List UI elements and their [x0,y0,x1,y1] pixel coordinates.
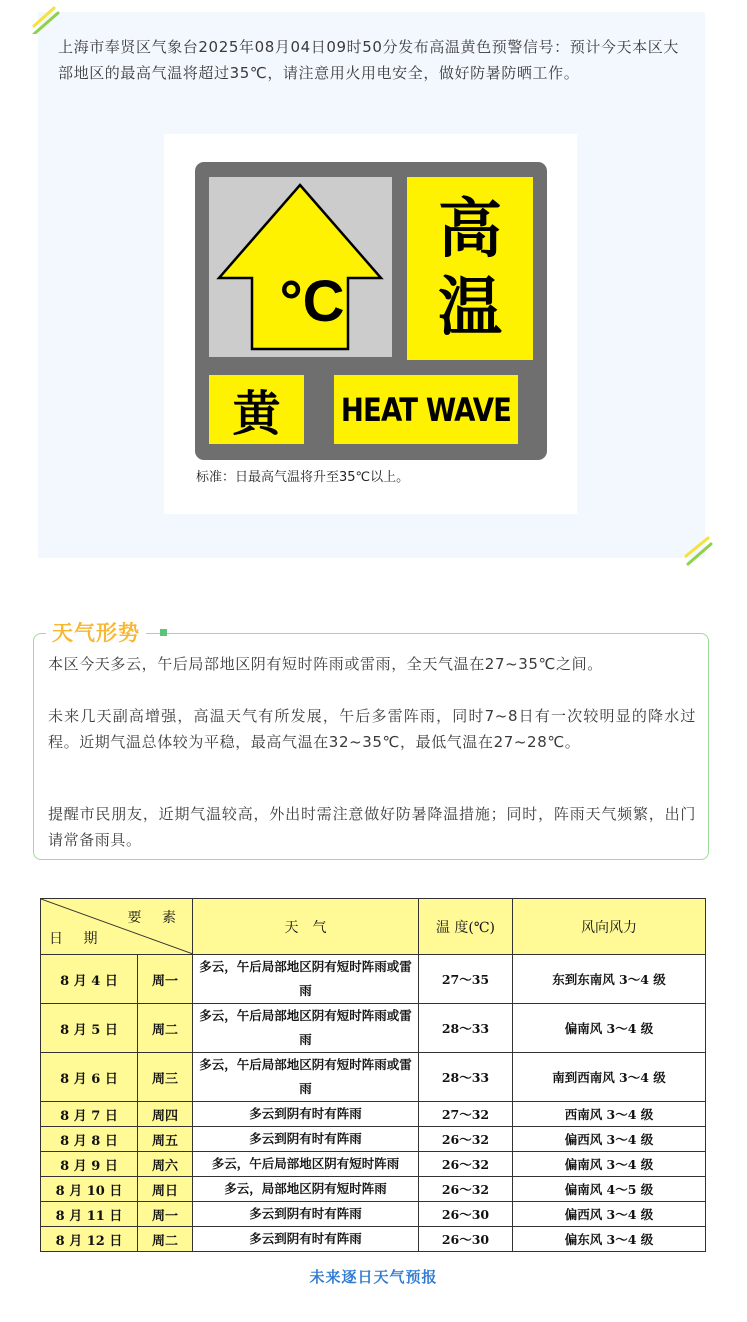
table-row [41,1127,706,1152]
row-wind: 偏南风 3～4 级 [513,1152,706,1177]
alert-card [38,12,705,558]
row-wind: 偏南风 4～5 级 [513,1177,706,1202]
row-temperature: 27～32 [419,1102,513,1127]
forecast-paragraph-3: 提醒市民朋友，近期气温较高，外出时需注意做好防暑降温措施；同时，阵雨天气频繁，出门请常备雨具。 [48,805,696,849]
row-weekday: 周三 [138,1053,193,1102]
row-weather: 多云，午后局部地区阴有短时阵雨或雷雨 [193,1004,419,1053]
row-temperature: 27～35 [419,955,513,1004]
row-temperature: 28～33 [419,1053,513,1102]
row-wind: 东到东南风 3～4 级 [513,955,706,1004]
row-date: 8 月 8 日 [41,1127,138,1152]
signal-name [407,177,533,360]
row-weekday: 周日 [138,1177,193,1202]
row-date: 8 月 11 日 [41,1202,138,1227]
signal-color-label: 黄 [209,375,304,444]
table-row [41,1004,706,1053]
corner-decoration-top-left-icon [30,4,60,34]
row-weekday: 周二 [138,1227,193,1252]
row-weekday: 周六 [138,1152,193,1177]
signal-name-line1: 高 [438,192,502,267]
header-date-label: 日 期 [49,931,106,947]
row-temperature: 26～32 [419,1127,513,1152]
row-weekday: 周二 [138,1004,193,1053]
forecast-paragraph-2: 未来几天副高增强，高温天气有所发展，午后多雷阵雨，同时7~8日有一次较明显的降水过程。近期气温总体较为平稳，最高气温在32~35℃，最低气温在27~28℃。 [48,707,696,751]
table-row [41,955,706,1004]
header-weather: 天 气 [193,899,419,955]
row-weather: 多云，局部地区阴有短时阵雨 [193,1177,419,1202]
row-temperature: 26～32 [419,1177,513,1202]
table-header-row [41,899,706,955]
header-date-element [41,899,193,955]
table-row [41,1227,706,1252]
section-title: 天气形势 [46,619,146,647]
row-temperature: 26～32 [419,1152,513,1177]
table-row [41,1177,706,1202]
row-weather: 多云到阴有时有阵雨 [193,1102,419,1127]
daily-forecast-table [40,898,706,1252]
table-row [41,1053,706,1102]
header-wind: 风向风力 [513,899,706,955]
row-wind: 偏东风 3～4 级 [513,1227,706,1252]
signal-english-name: HEAT WAVE [334,375,518,444]
row-weather: 多云，午后局部地区阴有短时阵雨 [193,1152,419,1177]
row-temperature: 26～30 [419,1227,513,1252]
warning-signal-board [195,162,547,460]
corner-decoration-bottom-right-icon [684,536,714,566]
row-weather: 多云到阴有时有阵雨 [193,1202,419,1227]
row-date: 8 月 10 日 [41,1177,138,1202]
row-date: 8 月 5 日 [41,1004,138,1053]
row-weekday: 周五 [138,1127,193,1152]
celsius-symbol: °C [279,269,345,334]
row-wind: 西南风 3～4 级 [513,1102,706,1127]
forecast-paragraph-1: 本区今天多云，午后局部地区阴有短时阵雨或雷雨，全天气温在27~35℃之间。 [48,655,603,673]
row-date: 8 月 4 日 [41,955,138,1004]
row-weekday: 周一 [138,955,193,1004]
header-element-label: 要 素 [127,910,184,926]
row-wind: 南到西南风 3～4 级 [513,1053,706,1102]
table-caption: 未来逐日天气预报 [309,1268,438,1286]
thermometer-arrow-icon [209,177,392,357]
row-weather: 多云到阴有时有阵雨 [193,1127,419,1152]
row-wind: 偏西风 3～4 级 [513,1202,706,1227]
row-date: 8 月 6 日 [41,1053,138,1102]
row-weekday: 周四 [138,1102,193,1127]
warning-signal-image [164,134,577,514]
row-weather: 多云，午后局部地区阴有短时阵雨或雷雨 [193,955,419,1004]
row-wind: 偏西风 3～4 级 [513,1127,706,1152]
row-date: 8 月 9 日 [41,1152,138,1177]
row-weather: 多云，午后局部地区阴有短时阵雨或雷雨 [193,1053,419,1102]
title-dot-icon [160,629,167,636]
row-date: 8 月 12 日 [41,1227,138,1252]
row-temperature: 26～30 [419,1202,513,1227]
row-wind: 偏南风 3～4 级 [513,1004,706,1053]
row-temperature: 28～33 [419,1004,513,1053]
table-row [41,1152,706,1177]
table-row [41,1102,706,1127]
signal-name-line2: 温 [438,270,502,345]
header-temperature: 温 度(℃) [419,899,513,955]
alert-message: 上海市奉贤区气象台2025年08月04日09时50分发布高温黄色预警信号：预计今天本区大部地区的最高气温将超过35℃，请注意用火用电安全，做好防暑防晒工作。 [58,38,679,82]
table-row [41,1202,706,1227]
row-weather: 多云到阴有时有阵雨 [193,1227,419,1252]
row-weekday: 周一 [138,1202,193,1227]
row-date: 8 月 7 日 [41,1102,138,1127]
signal-standard-text: 标准：日最高气温将升至35℃以上。 [196,470,410,485]
